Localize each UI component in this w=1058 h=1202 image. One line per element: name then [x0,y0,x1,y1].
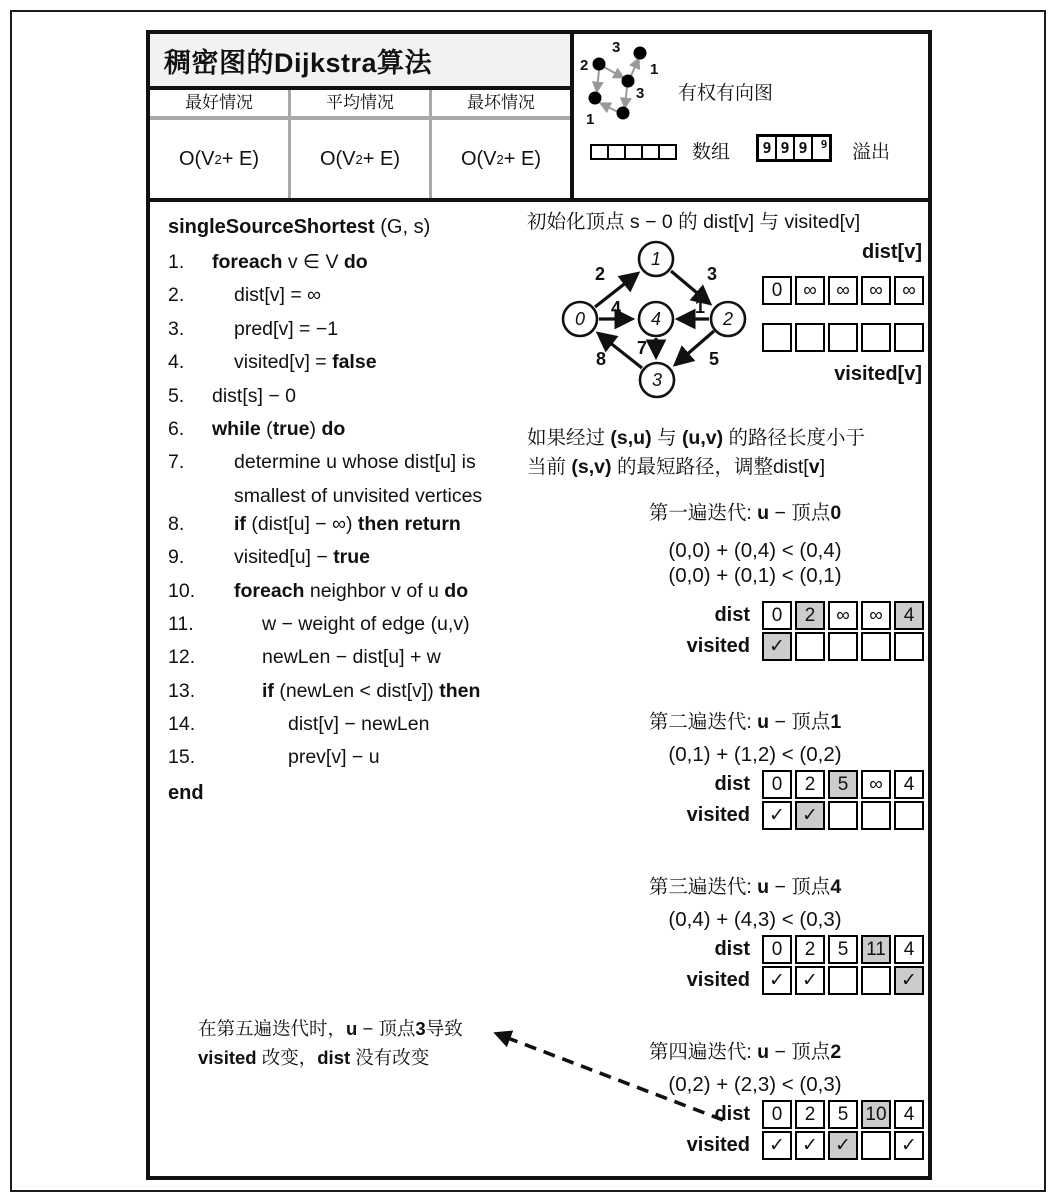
code-end-label: end [168,781,204,804]
complexity-sup: 2 [496,151,504,167]
array-cell [828,632,858,661]
text-part: 如果经过 [527,427,611,449]
array-cell: ∞ [828,276,858,305]
dist-cells [762,770,924,799]
array-cell: ∞ [795,276,825,305]
text-part: false [332,351,377,374]
graph-figure [538,234,773,412]
array-cell: 11 [861,935,891,964]
array-cell: ✓ [795,966,825,995]
visited-cells [762,1131,924,1160]
visited-row-label: visited [686,635,750,657]
array-icon-cell [658,144,677,160]
code-text [212,546,533,569]
array-cell: ✓ [795,1131,825,1160]
text-part: ( [260,417,273,440]
text-part: 导致 [425,1018,463,1039]
legend-label-overflow: 溢出 [852,142,891,163]
edge-weight: 7 [636,338,648,358]
overflow-digit: 9 [757,135,777,161]
text-part: u [757,711,770,733]
edge-weight: 5 [708,349,720,369]
array-cell: 0 [762,601,792,630]
line-number: 6. [168,417,185,440]
formula-line: (0,0) + (0,4) < (0,4) [668,539,842,562]
text-part: true [333,546,371,569]
array-cell: ✓ [894,1131,924,1160]
text-part: (dist[u] − ∞) [245,512,358,535]
dist-row-label: dist [714,773,750,795]
text-part: u [757,502,770,524]
vertex-label: 0 [574,309,586,329]
code-line [168,451,533,484]
array-icon [590,144,677,160]
init-dist-array [762,276,924,305]
text-part: − 顶点 [357,1018,416,1039]
text-part: do [321,417,346,440]
relax-rule-text [527,424,937,482]
column-header-best: 最好情况 [185,93,253,112]
dist-row [600,935,924,964]
array-cell: ✓ [762,966,792,995]
overflow-icon [756,134,832,162]
line-number: 3. [168,317,185,340]
text-part: visited [198,1047,257,1068]
array-cell: 2 [795,935,825,964]
text-part: ) [309,417,322,440]
overflow-digit: 9 [793,135,813,161]
edge-weight: 2 [594,264,606,284]
text-part: 3 [415,1018,426,1039]
array-cell [861,1131,891,1160]
formula-line: (0,2) + (2,3) < (0,3) [668,1073,842,1096]
iteration-2-heading [550,706,940,734]
vertex-label: 2 [722,309,734,329]
array-cell: 0 [762,276,792,305]
text-part: v [808,456,820,478]
text-part: 的路径长度小于 [723,427,866,449]
complexity-value-best [150,120,288,198]
code-line [168,746,533,779]
text-part: 当前 [527,456,572,478]
code-text [212,451,533,474]
text-part: foreach [212,251,283,273]
text-part: singleSourceShortest [168,216,375,238]
text-part: − 顶点 [769,711,831,733]
array-cell: 2 [795,601,825,630]
text-part: dist [317,1047,351,1068]
array-cell: 4 [894,935,924,964]
legend-edge-weight: 1 [586,111,595,128]
text-part: u [757,1041,770,1063]
iteration-1-heading [550,497,940,525]
text-part: ] [819,456,825,478]
complexity-value-worst [429,120,570,198]
text-part: (u,v) [681,427,724,449]
array-cell: ∞ [861,276,891,305]
column-header-worst: 最坏情况 [429,90,570,116]
array-cell [795,323,825,352]
text-part: visited[u] − [234,546,334,569]
code-text [212,580,533,603]
text-part: 1 [830,711,842,733]
overflow-digit: 9 [775,135,795,161]
text-part: − 顶点 [769,502,831,524]
line-number: 5. [168,384,185,407]
complexity-text: O(V [460,147,497,170]
text-part: (G, s) [374,216,431,238]
complexity-sup: 2 [355,151,363,167]
dist-cells [762,601,924,630]
dist-row [600,601,924,630]
text-part: − 顶点 [769,1041,831,1063]
array-cell: ✓ [762,801,792,830]
pseudocode-title [168,216,430,239]
array-cell: ✓ [762,1131,792,1160]
complexity-value-row [150,120,570,198]
iteration-3-table [600,935,924,997]
code-line [168,513,533,546]
text-part: u [346,1018,358,1039]
array-cell [861,966,891,995]
line-number: 13. [168,679,196,702]
array-cell: ✓ [894,966,924,995]
visited-row [600,801,924,830]
array-cell [861,801,891,830]
code-line [168,385,533,418]
dist-cells [762,935,924,964]
code-text [212,613,533,636]
line-number: 15. [168,746,196,769]
init-visited-array [762,323,924,352]
array-cell [894,632,924,661]
array-cell: 4 [894,601,924,630]
text-part: u [757,876,770,898]
text-part: newLen − dist[u] + w [262,646,441,669]
complexity-table [150,34,570,198]
array-cell [828,323,858,352]
line-number: 7. [168,451,185,474]
visited-cells [762,966,924,995]
line-number: 8. [168,512,185,535]
code-line [168,485,533,513]
legend-label-array: 数组 [692,142,731,163]
edge-weight: 8 [595,349,607,369]
array-cell [861,632,891,661]
text-part: 改变， [256,1047,318,1068]
iteration-1-formulas [575,538,935,588]
header-section [150,34,928,202]
text-part: 2 [830,1041,842,1063]
text-part: do [444,579,469,602]
array-cell: 4 [894,770,924,799]
iteration-2-formulas [575,742,935,767]
text-part: 第四遍迭代: [648,1041,758,1063]
dist-row-label: dist [714,604,750,626]
complexity-sup: 2 [214,151,222,167]
array-cell: ∞ [861,601,891,630]
code-text [212,680,533,703]
page-title: 稠密图的Dijkstra算法 [150,34,570,90]
complexity-text: O(V [319,147,356,170]
code-text [212,351,533,374]
formula-line: (0,1) + (1,2) < (0,2) [668,743,842,766]
text-part: 第一遍迭代: [648,502,758,524]
code-text [212,713,533,736]
array-cell [894,801,924,830]
pseudocode-body [168,251,533,805]
edge-weight: 3 [706,264,718,284]
code-line [168,284,533,317]
text-part: dist[s] − 0 [212,384,296,407]
text-part: (s,v) [571,456,612,478]
code-text [212,418,533,441]
complexity-text: + E) [362,147,401,170]
text-part: 4 [830,876,842,898]
vertex-label: 1 [650,249,662,269]
code-line [168,713,533,746]
text-part: v ∈ V [282,251,344,273]
dist-cells [762,1100,924,1129]
visited-row-label: visited [686,969,750,991]
array-cell: 5 [828,1100,858,1129]
legend-edge-weight: 3 [636,85,645,102]
array-cell [762,323,792,352]
legend-label-weighted-digraph: 有权有向图 [678,83,774,104]
legend-panel [570,34,928,198]
text-part: then [439,679,481,702]
text-part: 0 [830,502,842,524]
text-part: 的最短路径，调整dist[ [611,456,809,478]
code-line [168,613,533,646]
code-text [212,513,533,536]
code-line [168,251,533,284]
array-cell: ✓ [828,1131,858,1160]
array-cell [861,323,891,352]
overflow-digit-clipped [811,135,831,161]
text-part: 没有改变 [350,1047,430,1068]
iteration-2-table [600,770,924,832]
edge-weight: 1 [694,297,706,317]
line-number: 14. [168,713,196,736]
text-part: if [262,679,274,702]
text-part: foreach [234,579,305,602]
relax-rule-line2 [527,453,937,482]
line-number: 10. [168,579,196,602]
text-part: then return [357,512,461,535]
vertex-label: 3 [651,370,663,390]
code-line [168,318,533,351]
column-header-average: 平均情况 [288,90,429,116]
array-cell: 0 [762,1100,792,1129]
complexity-value-average [288,120,429,198]
array-cell: 4 [894,1100,924,1129]
code-text [212,251,533,274]
line-number: 9. [168,546,185,569]
complexity-text: O(V [178,147,215,170]
line-number: 2. [168,284,185,307]
dist-row-label: dist [714,938,750,960]
complexity-text: + E) [221,147,260,170]
text-part: 第二遍迭代: [648,711,758,733]
visited-row [600,632,924,661]
array-cell: ∞ [894,276,924,305]
code-text [212,746,533,769]
code-line [168,546,533,579]
array-cell: 5 [828,935,858,964]
line-number: 11. [168,612,194,635]
code-line [168,418,533,451]
text-part: dist[v] − newLen [288,713,430,736]
visited-cells [762,801,924,830]
array-cell: 0 [762,770,792,799]
code-line [168,351,533,384]
dist-row-label: dist [714,1103,750,1125]
code-line [168,680,533,713]
line-number: 12. [168,646,196,669]
complexity-text: + E) [503,147,542,170]
relax-rule-line1 [527,424,937,453]
edge-weight: 4 [610,298,622,318]
code-text: smallest of unvisited vertices [234,484,483,507]
visited-row-label: visited [686,804,750,826]
visited-row [600,1131,924,1160]
weighted-digraph-icon [578,38,670,138]
text-part: w − weight of edge (u,v) [262,612,470,635]
array-cell [894,323,924,352]
text-part: (newLen < dist[v]) [273,679,440,702]
text-part: while [212,417,261,440]
array-cell: 2 [795,770,825,799]
text-part: 第三遍迭代: [648,876,758,898]
array-cell: 5 [828,770,858,799]
code-text [212,318,533,341]
legend-edge-weight: 1 [650,61,659,78]
legend-edge-weight: 2 [580,57,589,74]
dist-row [600,770,924,799]
array-cell: 0 [762,935,792,964]
visited-row-label: visited [686,1134,750,1156]
array-cell: ✓ [762,632,792,661]
line-number: 1. [168,251,185,273]
dist-array-caption: dist[v] [862,241,922,263]
complexity-header-row [150,90,570,120]
dashed-arrow [478,1022,738,1132]
visited-array-caption: visited[v] [834,363,922,385]
text-part: − 顶点 [769,876,831,898]
array-cell: 2 [795,1100,825,1129]
iteration-3-formulas [575,907,935,932]
formula-line: (0,0) + (0,1) < (0,1) [668,564,842,587]
array-cell: 10 [861,1100,891,1129]
text-part: do [343,251,368,273]
formula-line: (0,4) + (4,3) < (0,3) [668,908,842,931]
array-cell: ✓ [795,801,825,830]
array-cell [795,632,825,661]
text-part: neighbor v of u [304,579,445,602]
iteration-3-heading [550,871,940,899]
text-part: 在第五遍迭代时， [198,1018,347,1039]
text-part: visited[v] = [234,351,333,374]
visited-row [600,966,924,995]
init-caption: 初始化顶点 s − 0 的 dist[v] 与 visited[v] [527,211,861,233]
code-text [212,284,533,307]
text-part: dist[v] = ∞ [234,284,322,307]
array-cell [828,966,858,995]
text-part: prev[v] − u [288,746,380,769]
text-part: (s,u) [610,427,652,449]
text-part: true [272,417,310,440]
code-text [212,385,533,408]
array-cell: ∞ [861,770,891,799]
legend-edge-weight: 3 [612,39,621,56]
line-number: 4. [168,351,185,374]
text-part: 与 [651,427,682,449]
array-cell: ∞ [828,601,858,630]
iteration-1-table [600,601,924,663]
text-part: if [234,512,246,535]
code-line [168,646,533,679]
overflow-digit: 9 [820,137,828,151]
array-cell [828,801,858,830]
code-text [212,646,533,669]
code-line [168,580,533,613]
vertex-label: 4 [650,309,662,329]
text-part: pred[v] = −1 [234,317,339,340]
visited-cells [762,632,924,661]
text-part: determine u whose dist[u] is [234,451,476,474]
